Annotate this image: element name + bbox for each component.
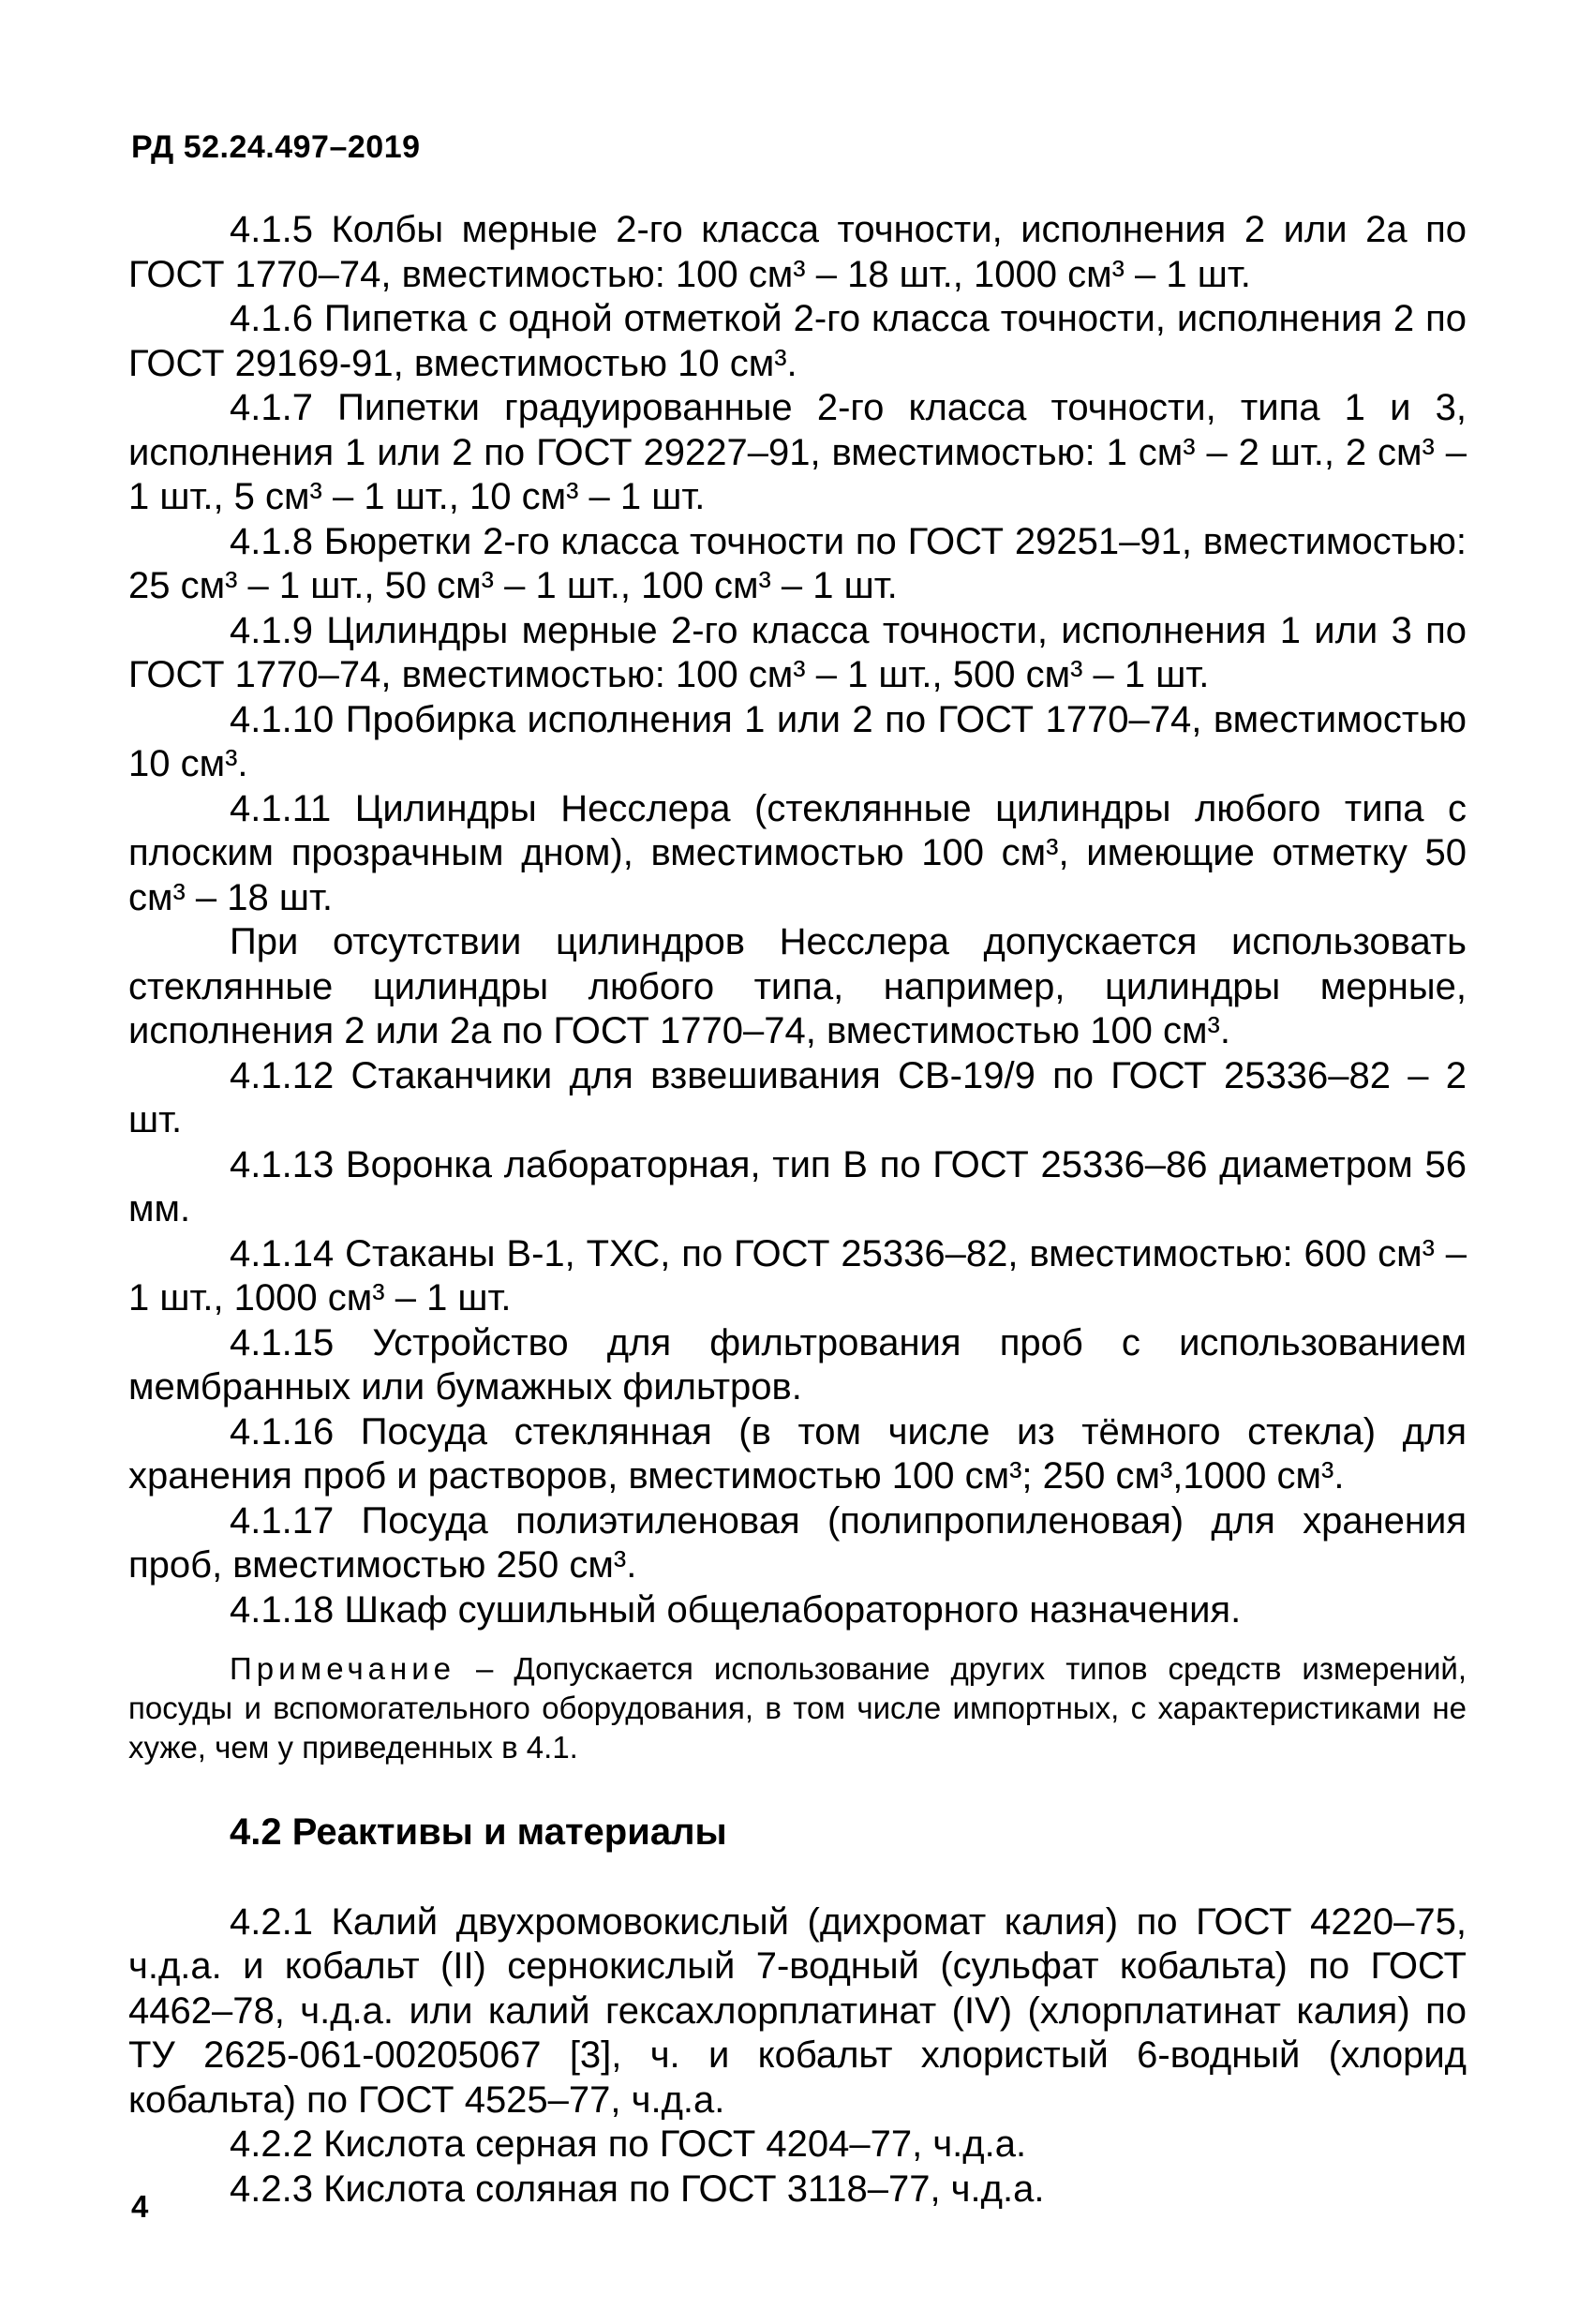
- item-4-1-14: 4.1.14 Стаканы В-1, ТХС, по ГОСТ 25336–82, вместимостью: 600 см³ – 1 шт., 1000 см³ – 1 шт.: [128, 1232, 1467, 1318]
- item-4-1-9: 4.1.9 Цилиндры мерные 2-го класса точности, исполнения 1 или 3 по ГОСТ 1770–74, вместимостью: 100 см³ – 1 шт., 500 см³ – 1 шт.: [128, 609, 1467, 695]
- note-text: – Допускается использование других типов средств измерений, посуды и вспомогательного оборудования, в том числе импортных, с характеристиками не хуже, чем у приведенных в 4.1.: [128, 1651, 1467, 1765]
- item-4-1-8: 4.1.8 Бюретки 2-го класса точности по ГОСТ 29251–91, вместимостью: 25 см³ – 1 шт., 50 см³ – 1 шт., 100 см³ – 1 шт.: [128, 520, 1467, 606]
- page-number: 4: [131, 2189, 149, 2224]
- document-code-header: РД 52.24.497–2019: [131, 129, 421, 165]
- item-4-1-5: 4.1.5 Колбы мерные 2-го класса точности, исполнения 2 или 2а по ГОСТ 1770–74, вместимостью: 100 см³ – 18 шт., 1000 см³ – 1 шт.: [128, 209, 1467, 295]
- item-4-1-11: 4.1.11 Цилиндры Несслера (стеклянные цилиндры любого типа с плоским прозрачным дном), вместимостью 100 см³, имеющие отметку 50 см³ – 18 шт.: [128, 787, 1467, 918]
- item-4-1-15: 4.1.15 Устройство для фильтрования проб с использованием мембранных или бумажных фильтров.: [128, 1321, 1467, 1408]
- item-4-2-1: 4.2.1 Калий двухромовокислый (дихромат калия) по ГОСТ 4220–75, ч.д.а. и кобальт (II) сернокислый 7-водный (сульфат кобальта) по ГОСТ 4462–78, ч.д.а. или калий гексахлорплатинат (IV) (хлорплатинат калия) по ТУ 2625-061-00205067 [3], ч. и кобальт хлористый 6-водный (хлорид кобальта) по ГОСТ 4525–77, ч.д.а.: [128, 1900, 1467, 2121]
- page-body: [128, 208, 1467, 2212]
- item-4-2-3: 4.2.3 Кислота соляная по ГОСТ 3118–77, ч.д.а.: [230, 2168, 1045, 2210]
- item-4-2-2: 4.2.2 Кислота серная по ГОСТ 4204–77, ч.д.а.: [230, 2123, 1027, 2165]
- item-4-1-7: 4.1.7 Пипетки градуированные 2-го класса точности, типа 1 и 3, исполнения 1 или 2 по ГОСТ 29227–91, вместимостью: 1 см³ – 2 шт., 2 см³ – 1 шт., 5 см³ – 1 шт., 10 см³ – 1 шт.: [128, 387, 1467, 517]
- item-4-1-10: 4.1.10 Пробирка исполнения 1 или 2 по ГОСТ 1770–74, вместимостью 10 см³.: [128, 698, 1467, 784]
- item-4-1-11-alternative: При отсутствии цилиндров Несслера допускается использовать стеклянные цилиндры любого типа, например, цилиндры мерные, исполнения 2 или 2а по ГОСТ 1770–74, вместимостью 100 см³.: [128, 921, 1467, 1051]
- item-4-1-18: 4.1.18 Шкаф сушильный общелабораторного назначения.: [230, 1588, 1242, 1631]
- item-4-1-16: 4.1.16 Посуда стеклянная (в том числе из тёмного стекла) для хранения проб и растворов, вместимостью 100 см³; 250 см³,1000 см³.: [128, 1410, 1467, 1497]
- item-4-1-6: 4.1.6 Пипетка с одной отметкой 2-го класса точности, исполнения 2 по ГОСТ 29169-91, вместимостью 10 см³.: [128, 298, 1467, 384]
- item-4-1-17: 4.1.17 Посуда полиэтиленовая (полипропиленовая) для хранения проб, вместимостью 250 см³.: [128, 1499, 1467, 1586]
- note-label: Примечание: [230, 1651, 456, 1686]
- note-paragraph: [128, 1649, 1467, 1767]
- section-title-4-2: 4.2 Реактивы и материалы: [230, 1811, 727, 1853]
- item-4-1-13: 4.1.13 Воронка лабораторная, тип В по ГОСТ 25336–86 диаметром 56 мм.: [128, 1143, 1467, 1229]
- item-4-1-12: 4.1.12 Стаканчики для взвешивания СВ-19/9 по ГОСТ 25336–82 – 2 шт.: [128, 1054, 1467, 1140]
